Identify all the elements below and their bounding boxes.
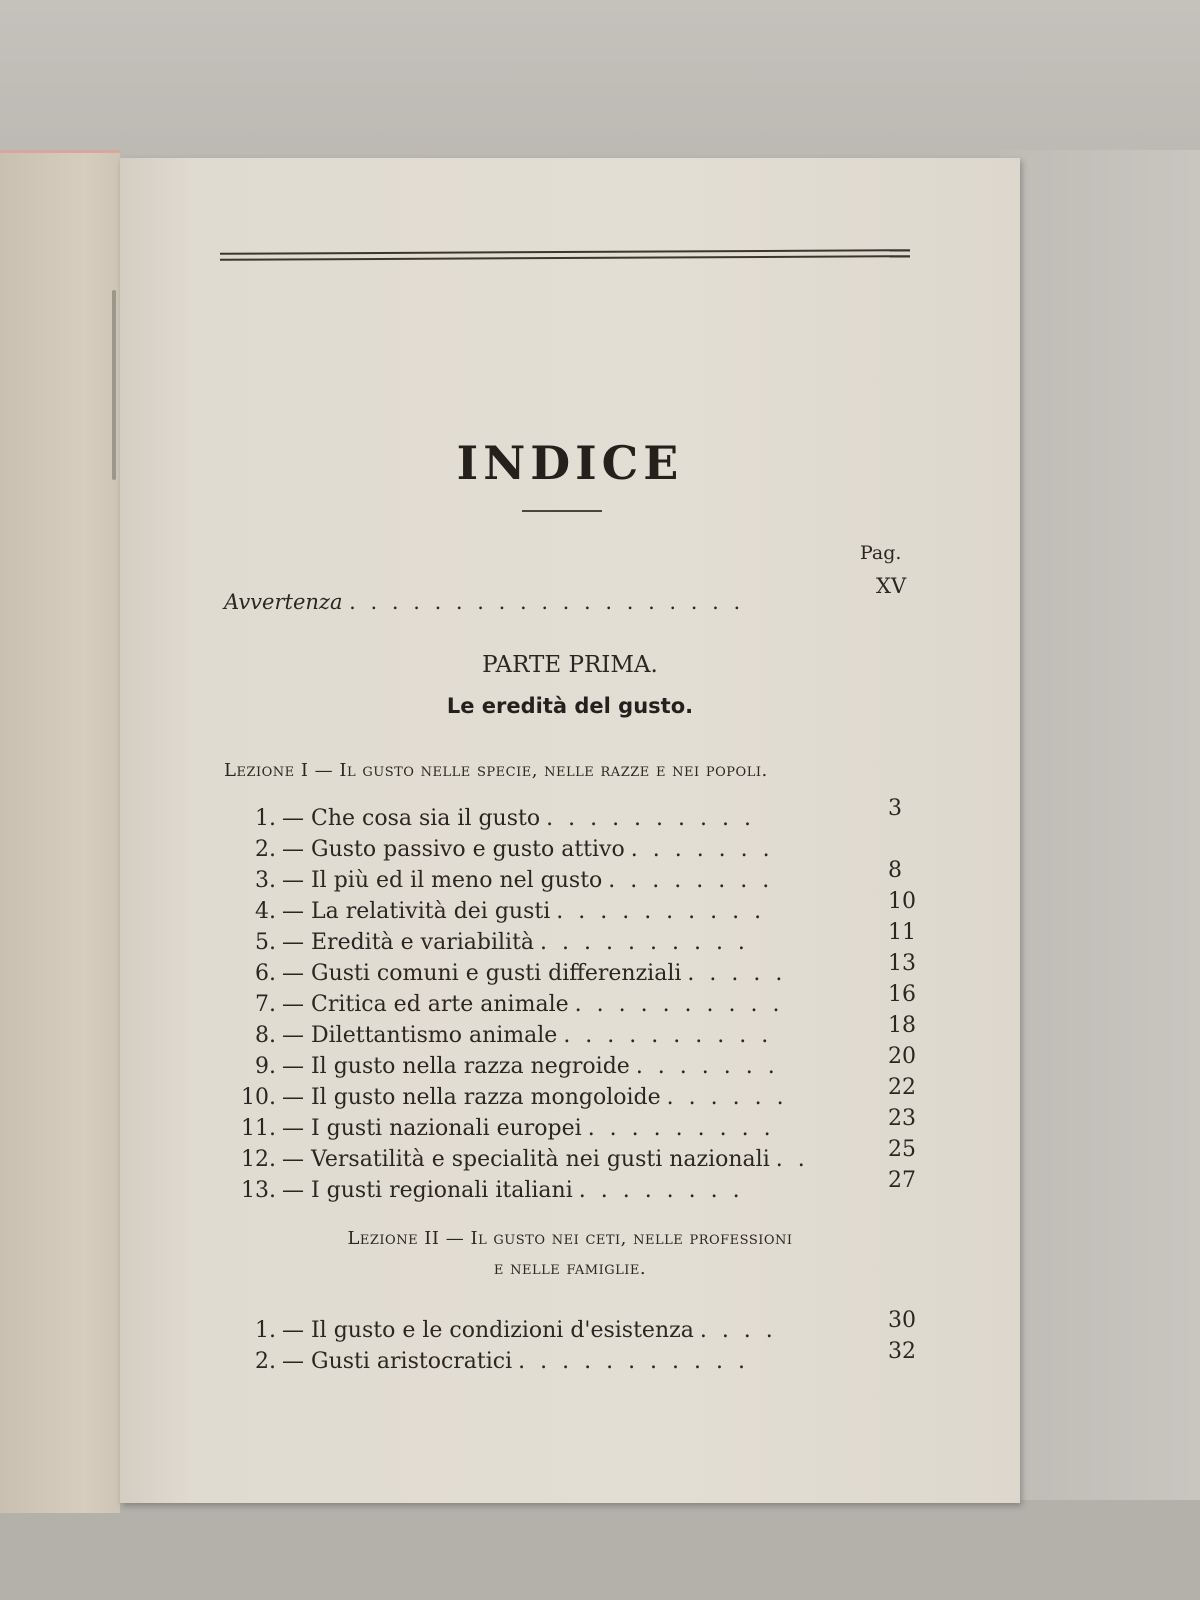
pag-label: Pag.	[860, 542, 902, 564]
entry-title: — Eredità e variabilità	[282, 930, 535, 955]
header-rule-top	[220, 249, 910, 255]
entry-number: 13.	[241, 1178, 276, 1203]
title-underline	[522, 510, 602, 512]
entry-title: — Gusti aristocratici	[282, 1349, 513, 1374]
toc-entry	[228, 796, 928, 837]
entry-title: — Dilettantismo animale	[282, 1023, 558, 1048]
leader-dots: . . . . . . . .	[578, 1178, 744, 1203]
lezione-2-heading-line2: e nelle famiglie.	[493, 1258, 647, 1279]
lezione-2-heading-line1: Lezione II — Il gusto nei ceti, nelle professioni	[347, 1228, 793, 1249]
entry-page: 23	[888, 1106, 916, 1131]
toc-entry	[228, 1106, 928, 1147]
entry-number: 6.	[255, 961, 276, 986]
background-table-right	[1000, 150, 1200, 1600]
entry-number: 1.	[255, 806, 276, 831]
entry-title: — Il più ed il meno nel gusto	[282, 868, 603, 893]
entry-number: 4.	[255, 899, 276, 924]
header-rule-bottom	[220, 255, 910, 261]
entry-page: 8	[888, 858, 902, 883]
book-page	[120, 158, 1020, 1503]
toc-entry	[228, 1075, 928, 1116]
avvertenza-page: XV	[876, 574, 907, 598]
entry-title: — I gusti nazionali europei	[282, 1116, 582, 1141]
lezione-1-entries	[228, 796, 928, 1209]
entry-page: 18	[888, 1013, 916, 1038]
entry-page: 20	[888, 1044, 916, 1069]
left-page-edge	[0, 150, 120, 1513]
entry-number: 8.	[255, 1023, 276, 1048]
entry-title: — Gusti comuni e gusti differenziali	[282, 961, 682, 986]
toc-entry	[228, 858, 928, 899]
lezione-2-entries	[228, 1308, 928, 1380]
entry-title: — Il gusto nella razza mongoloide	[282, 1085, 661, 1110]
entry-title: — Che cosa sia il gusto	[282, 806, 541, 831]
binding-thread-top	[112, 290, 116, 480]
toc-entry	[228, 889, 928, 930]
entry-page: 22	[888, 1075, 916, 1100]
toc-entry	[228, 1044, 928, 1085]
leader-dots: . . . . . . . . . . . . . . . . . . .	[349, 590, 745, 614]
entry-page: 32	[888, 1339, 916, 1364]
background-table-bottom	[0, 1500, 1200, 1600]
entry-number: 12.	[241, 1147, 276, 1172]
toc-entry	[228, 1013, 928, 1054]
toc-entry	[228, 1339, 928, 1380]
entry-page: 16	[888, 982, 916, 1007]
avvertenza-entry	[224, 574, 914, 614]
entry-page: 25	[888, 1137, 916, 1162]
toc-entry	[228, 920, 928, 961]
entry-number: 9.	[255, 1054, 276, 1079]
leader-dots: . .	[775, 1147, 809, 1172]
leader-dots: . . . . . . . . . .	[574, 992, 784, 1017]
entry-title: — Versatilità e specialità nei gusti nazionali	[282, 1147, 770, 1172]
leader-dots: . . . .	[699, 1318, 777, 1343]
entry-title: — Il gusto nella razza negroide	[282, 1054, 630, 1079]
leader-dots: . . . . . . . . . .	[540, 930, 749, 955]
leader-dots: . . . . .	[687, 961, 787, 986]
toc-entry	[228, 1308, 928, 1349]
leader-dots: . . . . . . .	[630, 837, 774, 862]
entry-page: 13	[888, 951, 916, 976]
entry-page: 3	[888, 796, 902, 821]
lezione-1-heading: Lezione I — Il gusto nelle specie, nelle razze e nei popoli.	[224, 760, 768, 781]
avvertenza-label: Avvertenza	[224, 590, 343, 614]
page-title: INDICE	[456, 436, 684, 490]
toc-entry	[228, 1137, 928, 1178]
leader-dots: . . . . . . . . . .	[546, 806, 755, 831]
entry-page: 27	[888, 1168, 916, 1193]
leader-dots: . . . . . . . . . .	[563, 1023, 773, 1048]
entry-title: — Critica ed arte animale	[282, 992, 569, 1017]
entry-number: 10.	[241, 1085, 276, 1110]
leader-dots: . . . . . . . . . . .	[518, 1349, 749, 1374]
leader-dots: . . . . . . . . .	[587, 1116, 775, 1141]
entry-title: — La relatività dei gusti	[282, 899, 551, 924]
entry-page: 30	[888, 1308, 916, 1333]
entry-number: 5.	[255, 930, 276, 955]
entry-page: 10	[888, 889, 916, 914]
entry-number: 11.	[241, 1116, 276, 1141]
toc-entry	[228, 982, 928, 1023]
entry-number: 1.	[255, 1318, 276, 1343]
entry-number: 3.	[255, 868, 276, 893]
part-heading: PARTE PRIMA.	[482, 652, 658, 678]
part-subtitle: Le eredità del gusto.	[446, 694, 694, 718]
entry-number: 7.	[255, 992, 276, 1017]
toc-entry	[228, 951, 928, 992]
leader-dots: . . . . . . . .	[608, 868, 774, 893]
entry-number: 2.	[255, 1349, 276, 1374]
entry-title: — I gusti regionali italiani	[282, 1178, 573, 1203]
entry-number: 2.	[255, 837, 276, 862]
toc-entry	[228, 837, 928, 868]
toc-entry	[228, 1168, 928, 1209]
entry-title: — Il gusto e le condizioni d'esistenza	[282, 1318, 694, 1343]
entry-title: — Gusto passivo e gusto attivo	[282, 837, 625, 862]
leader-dots: . . . . . .	[666, 1085, 788, 1110]
entry-page: 11	[888, 920, 916, 945]
leader-dots: . . . . . . . . . .	[556, 899, 766, 924]
leader-dots: . . . . . . .	[635, 1054, 779, 1079]
